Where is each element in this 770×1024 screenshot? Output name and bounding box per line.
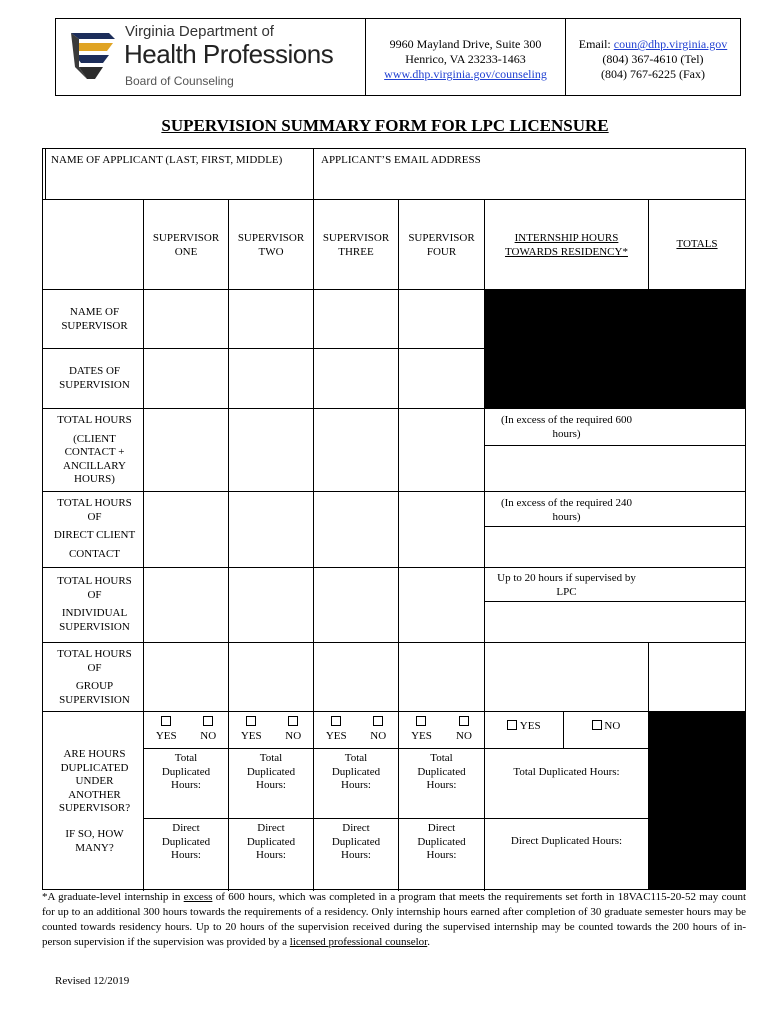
sup2-yes-no: YES NO	[229, 716, 313, 743]
logo-line-1: Virginia Department of	[125, 23, 274, 40]
email-link[interactable]: coun@dhp.virginia.gov	[613, 37, 728, 51]
sup3-no-checkbox[interactable]	[373, 716, 383, 726]
sup3-yes-no: YES NO	[314, 716, 398, 743]
sup4-direct-duplicated: Direct Duplicated Hours:	[417, 822, 466, 861]
shaded-block-top	[484, 289, 746, 408]
row-label-individual-supervision: TOTAL HOURS OF INDIVIDUAL SUPERVISION	[57, 575, 132, 633]
sup3-yes-checkbox[interactable]	[331, 716, 341, 726]
row-label-how-many: IF SO, HOW MANY?	[65, 828, 124, 854]
contact-block	[566, 19, 740, 95]
sup4-yes-checkbox[interactable]	[416, 716, 426, 726]
applicant-name-label: NAME OF APPLICANT (LAST, FIRST, MIDDLE)	[51, 154, 283, 166]
internship-yes-checkbox[interactable]	[507, 720, 517, 730]
applicant-email-label: APPLICANT’S EMAIL ADDRESS	[321, 154, 481, 166]
logo-line-2: Health Professions	[124, 39, 334, 69]
sup4-yes-no: YES NO	[399, 716, 484, 743]
row-label-dates-of-supervision: DATES OF SUPERVISION	[59, 365, 130, 391]
row-label-group-supervision: TOTAL HOURS OF GROUP SUPERVISION	[57, 648, 132, 706]
applicant-name-field[interactable]	[46, 169, 312, 199]
logo-line-3: Board of Counseling	[125, 74, 234, 88]
col-internship-hours: INTERNSHIP HOURS TOWARDS RESIDENCY*	[505, 232, 628, 258]
row-label-hours-duplicated: ARE HOURS DUPLICATED UNDER ANOTHER SUPERVISOR?	[58, 748, 131, 814]
sup4-total-duplicated: Total Duplicated Hours:	[417, 752, 466, 791]
internship-direct-duplicated: Direct Duplicated Hours:	[510, 835, 623, 847]
shaded-block-bottom	[648, 711, 746, 890]
sup4-no-checkbox[interactable]	[459, 716, 469, 726]
internship-no-checkbox[interactable]	[592, 720, 602, 730]
row-label-total-hours: TOTAL HOURS (CLIENT CONTACT + ANCILLARY HOURS)	[57, 414, 132, 485]
footnote: *A graduate-level internship in excess of 600 hours, which was completed in a program that meets the requirements set forth in 18VAC115-20-52 may count for up to an additional 300 hours towards the requirements of a residency. Only internship hours earned after completion of 30 graduate semester hours may be counted towards residency hours. Up to 20 hours of the supervision received during the supervised internship may be counted towards the 200 hours of in-person supervision if the supervision was provided by a licensed professional counselor.	[42, 891, 747, 948]
note-up-to-20: Up to 20 hours if supervised by LPC	[497, 572, 636, 598]
sup2-total-duplicated: Total Duplicated Hours:	[246, 752, 296, 791]
sup3-total-duplicated: Total Duplicated Hours:	[331, 752, 381, 791]
dhp-logo-icon	[69, 27, 117, 87]
sup1-direct-duplicated: Direct Duplicated Hours:	[161, 822, 211, 861]
note-excess-600: (In excess of the required 600 hours)	[500, 414, 633, 440]
address-block	[366, 19, 566, 95]
phone-tel: (804) 367-4610 (Tel)	[602, 52, 704, 66]
agency-logo	[56, 19, 366, 95]
col-supervisor-one: SUPERVISOR ONE	[152, 232, 220, 258]
sup1-no-checkbox[interactable]	[203, 716, 213, 726]
sup3-direct-duplicated: Direct Duplicated Hours:	[331, 822, 381, 861]
sup2-direct-duplicated: Direct Duplicated Hours:	[246, 822, 296, 861]
col-totals: TOTALS	[676, 238, 718, 250]
page-title: SUPERVISION SUMMARY FORM FOR LPC LICENSURE	[161, 116, 609, 135]
email-line	[566, 37, 740, 52]
row-label-name-of-supervisor: NAME OF SUPERVISOR	[61, 306, 128, 332]
internship-total-duplicated: Total Duplicated Hours:	[513, 766, 620, 778]
internship-no: NO	[564, 720, 648, 734]
phone-fax: (804) 767-6225 (Fax)	[601, 67, 705, 81]
applicant-email-field[interactable]	[314, 169, 745, 199]
letterhead	[55, 18, 741, 96]
website-link[interactable]: www.dhp.virginia.gov/counseling	[384, 67, 547, 81]
email-prefix: Email:	[578, 37, 614, 51]
sup1-total-duplicated: Total Duplicated Hours:	[161, 752, 211, 791]
supervision-form-table	[42, 148, 746, 890]
col-supervisor-four: SUPERVISOR FOUR	[408, 232, 475, 258]
col-supervisor-two: SUPERVISOR TWO	[237, 232, 305, 258]
address-line-2: Henrico, VA 23233-1463	[405, 52, 526, 66]
address-line-1: 9960 Mayland Drive, Suite 300	[389, 37, 542, 51]
revision-date: Revised 12/2019	[55, 975, 130, 987]
note-excess-240: (In excess of the required 240 hours)	[500, 497, 633, 523]
sup1-yes-checkbox[interactable]	[161, 716, 171, 726]
col-supervisor-three: SUPERVISOR THREE	[322, 232, 390, 258]
sup1-yes-no: YES NO	[144, 716, 228, 743]
internship-yes: YES	[485, 720, 563, 734]
sup2-no-checkbox[interactable]	[288, 716, 298, 726]
sup2-yes-checkbox[interactable]	[246, 716, 256, 726]
row-label-direct-client-contact: TOTAL HOURS OF DIRECT CLIENT CONTACT	[53, 497, 136, 560]
